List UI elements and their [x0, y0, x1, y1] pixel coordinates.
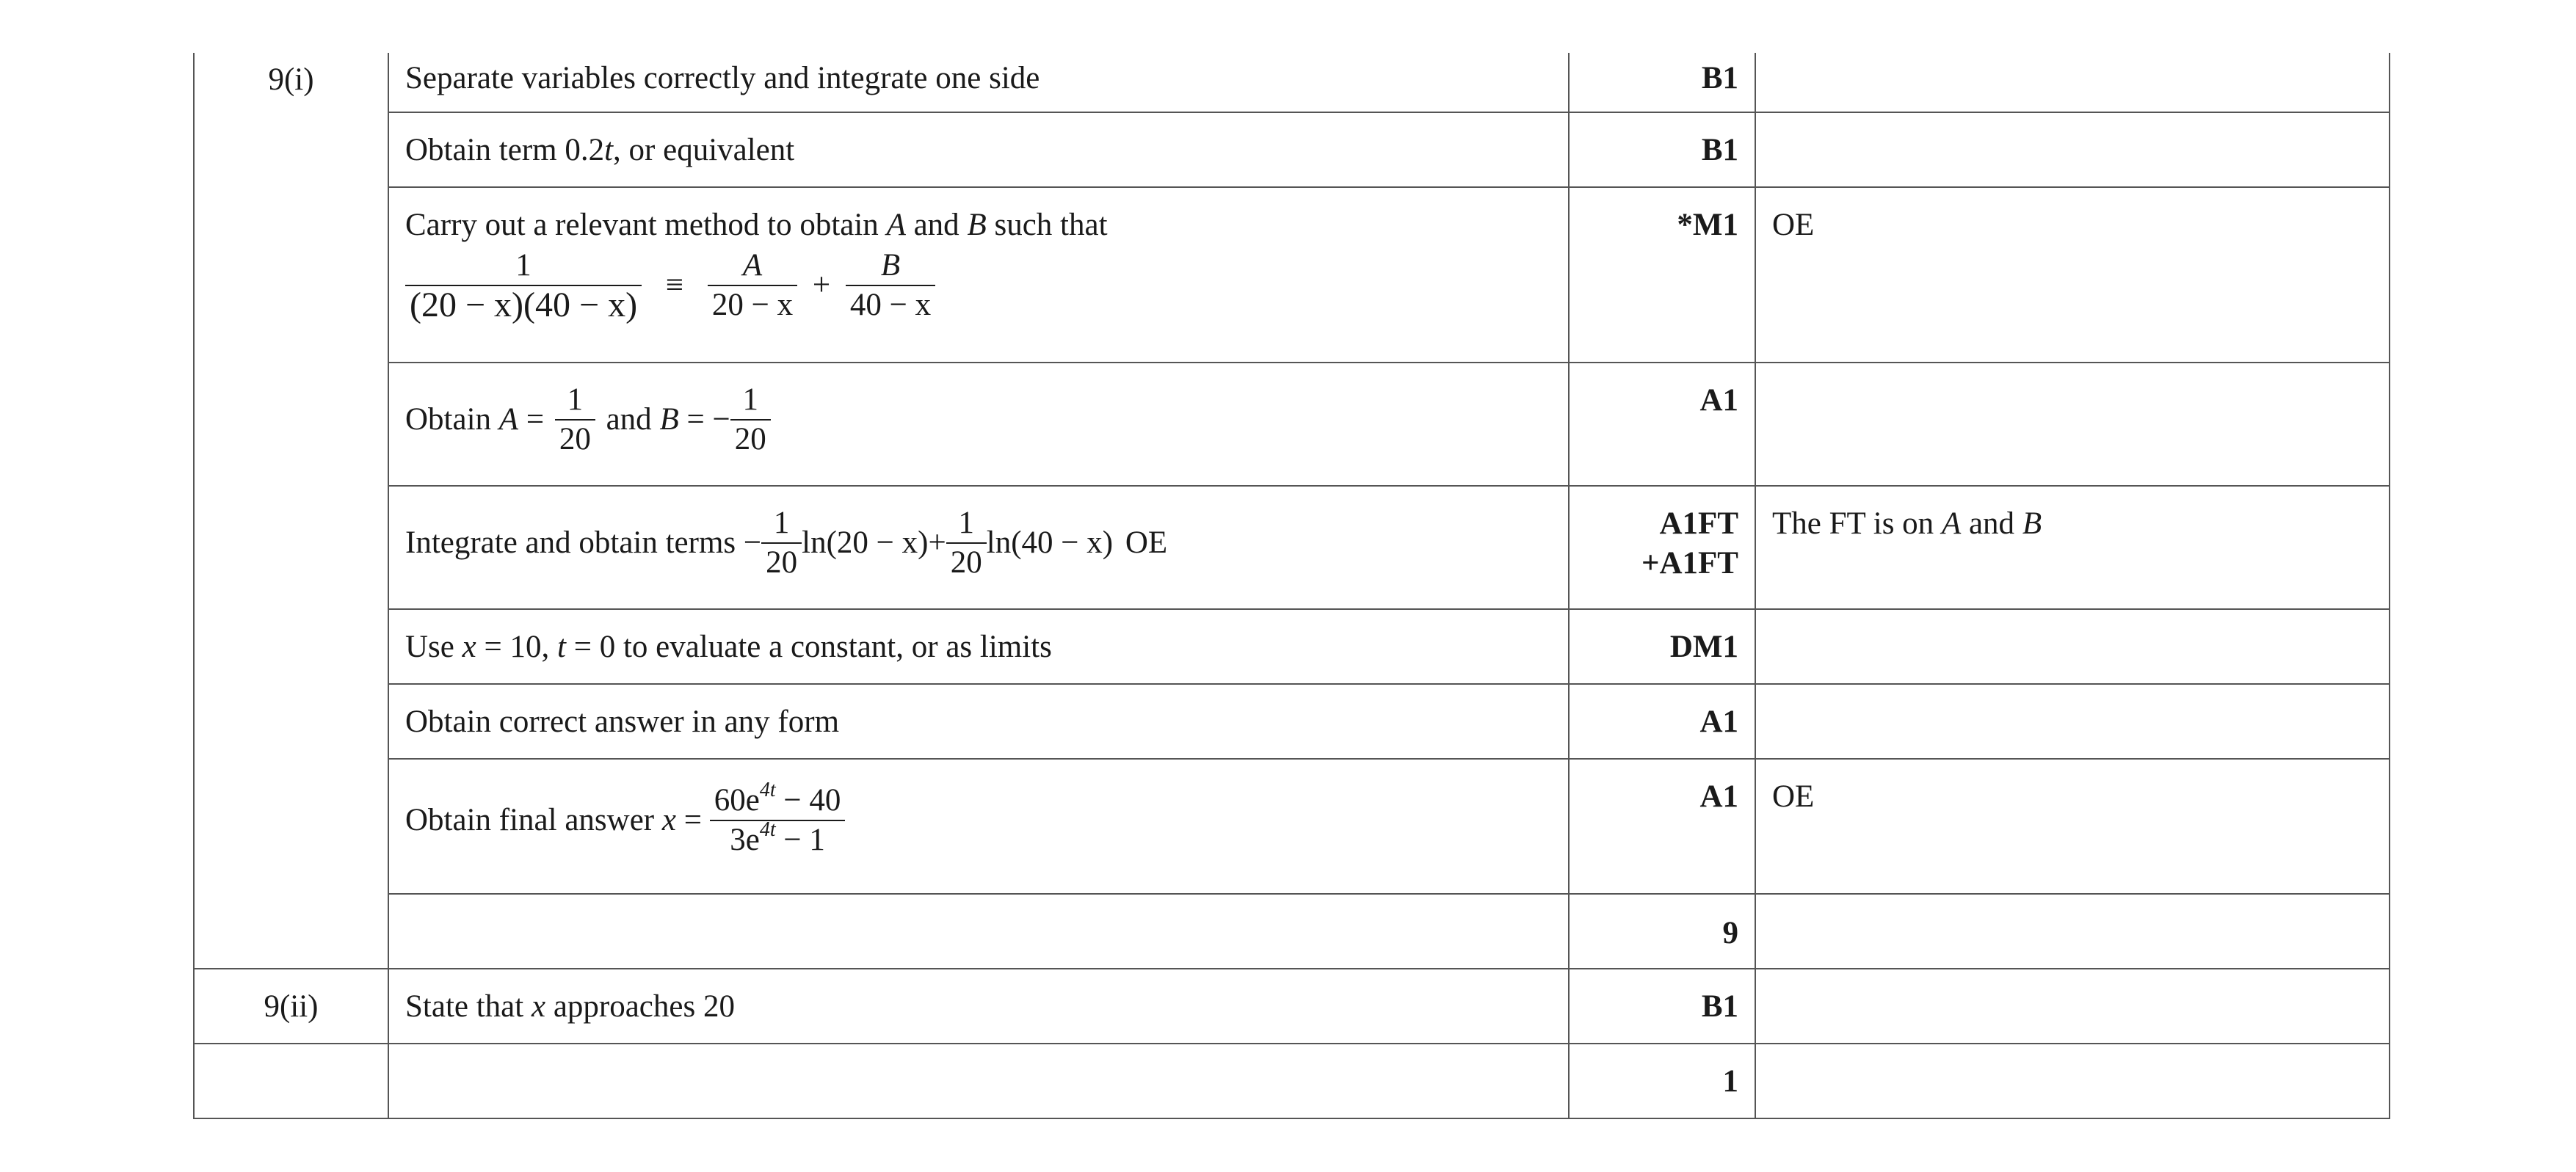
answer-text-suffix: , or equivalent: [613, 133, 795, 167]
subtotal-mark: 9: [1722, 916, 1738, 950]
table-row: [194, 486, 2390, 609]
mark-text: A1FT: [1659, 506, 1738, 541]
table-row: [194, 53, 2390, 112]
table-row: [194, 609, 2390, 684]
guidance-cell: [1755, 363, 2390, 486]
answer-text-suffix: such that: [986, 208, 1108, 242]
mark-text: B1: [1701, 133, 1738, 167]
mark-text-2: +A1FT: [1641, 546, 1738, 580]
partial-fraction-identity: [405, 247, 1568, 324]
mark-cell: [1569, 759, 1755, 894]
question-number: 9(i): [268, 62, 314, 97]
answer-text: Integrate and obtain terms: [405, 525, 744, 560]
answer-cell: [388, 112, 1569, 187]
guidance-cell: [1755, 187, 2390, 363]
fraction-a-value: $\frac{1}{20}$: [555, 381, 595, 459]
guidance-cell: The FT is on A and B: [1755, 486, 2390, 609]
mark-cell: [1569, 609, 1755, 684]
table-row: [194, 187, 2390, 363]
oe-note: OE: [1125, 525, 1168, 560]
mark-text: A1: [1699, 779, 1738, 814]
mark-cell: [1569, 969, 1755, 1044]
mark-text: *M1: [1677, 208, 1738, 242]
table-row: [194, 363, 2390, 486]
log-term-2: ln(40 − x): [986, 525, 1114, 560]
answer-text: Obtain final answer: [405, 803, 662, 837]
mark-text: B1: [1701, 989, 1738, 1024]
answer-text-mid: and: [905, 208, 968, 242]
fraction-coefficient-1: $\frac{1}{20}$: [761, 504, 802, 582]
answer-cell: Integrate and obtain terms − $\frac{1}{20}$ ln(20 − x)+ $\frac{1}{20}$ ln(40 − x) OE: [388, 486, 1569, 609]
answer-text: Separate variables correctly and integrate one side: [405, 61, 1040, 95]
table-row: [194, 759, 2390, 894]
mark-cell: [1569, 112, 1755, 187]
answer-cell: Obtain final answer x = $\frac{60e^{4t} - 40}{3e^{4t} - 1}$: [388, 759, 1569, 894]
guidance-cell: [1755, 609, 2390, 684]
answer-cell: [388, 53, 1569, 112]
guidance-cell: [1755, 684, 2390, 759]
mark-text: A1: [1699, 705, 1738, 739]
variable-t: t: [604, 133, 614, 167]
answer-cell: Use x = 10, t = 0 to evaluate a constant, or as limits: [388, 609, 1569, 684]
fraction-term-b: $\frac{B}{40 - x}$: [846, 247, 935, 324]
guidance-cell: [1755, 53, 2390, 112]
fraction-lhs: $\frac{1}{(20 - x)(40 - x)}$: [405, 247, 642, 324]
variable-b: B: [659, 402, 679, 437]
answer-cell: [388, 684, 1569, 759]
variable-b: B: [967, 208, 987, 242]
equiv-sign: ≡: [665, 268, 684, 302]
mark-text: DM1: [1669, 630, 1738, 664]
answer-cell: [388, 1044, 1569, 1118]
answer-text: Obtain correct answer in any form: [405, 705, 840, 739]
table-row: [194, 1044, 2390, 1118]
mark-text: A1: [1699, 383, 1738, 418]
mark-cell: [1569, 53, 1755, 112]
subtotal-mark: 1: [1722, 1064, 1738, 1099]
answer-text: Carry out a relevant method to obtain: [405, 208, 887, 242]
answer-text: State that: [405, 989, 531, 1024]
answer-text: Obtain: [405, 402, 499, 437]
mark-scheme-table: [193, 53, 2390, 1119]
log-term-1: ln(20 − x): [802, 525, 929, 560]
mark-cell: [1569, 187, 1755, 363]
table-row: [194, 894, 2390, 969]
guidance-cell: [1755, 894, 2390, 969]
guidance-cell: [1755, 1044, 2390, 1118]
table-row: [194, 112, 2390, 187]
question-cell: [194, 1044, 388, 1118]
answer-text: Obtain term 0.2: [405, 133, 605, 167]
answer-text: Use: [405, 630, 462, 664]
guidance-text: OE: [1772, 208, 1815, 242]
answer-cell: [388, 187, 1569, 363]
final-answer-fraction: $\frac{60e^{4t} - 40}{3e^{4t} - 1}$: [710, 782, 846, 859]
guidance-cell: [1755, 112, 2390, 187]
table-row: [194, 684, 2390, 759]
plus-sign: +: [812, 268, 831, 302]
question-cell: [194, 53, 388, 969]
variable-a: A: [498, 402, 519, 437]
mark-cell: [1569, 894, 1755, 969]
fraction-term-a: $\frac{A}{20 - x}$: [708, 247, 797, 324]
mark-cell: [1569, 684, 1755, 759]
fraction-b-value: $\frac{1}{20}$: [730, 381, 771, 459]
guidance-cell: [1755, 759, 2390, 894]
question-number: 9(ii): [264, 989, 319, 1024]
variable-a: A: [886, 208, 906, 242]
guidance-text: OE: [1772, 779, 1815, 814]
answer-cell: State that x approaches 20: [388, 969, 1569, 1044]
fraction-coefficient-2: $\frac{1}{20}$: [946, 504, 987, 582]
mark-cell: [1569, 1044, 1755, 1118]
answer-cell: [388, 894, 1569, 969]
table-row: [194, 969, 2390, 1044]
guidance-cell: [1755, 969, 2390, 1044]
mark-cell: [1569, 363, 1755, 486]
mark-cell: [1569, 486, 1755, 609]
answer-cell: Obtain A = $\frac{1}{20}$ and B = − $\frac{1}{20}$: [388, 363, 1569, 486]
mark-text: B1: [1701, 61, 1738, 95]
question-cell: [194, 969, 388, 1044]
guidance-text: The FT is on: [1772, 506, 1942, 541]
